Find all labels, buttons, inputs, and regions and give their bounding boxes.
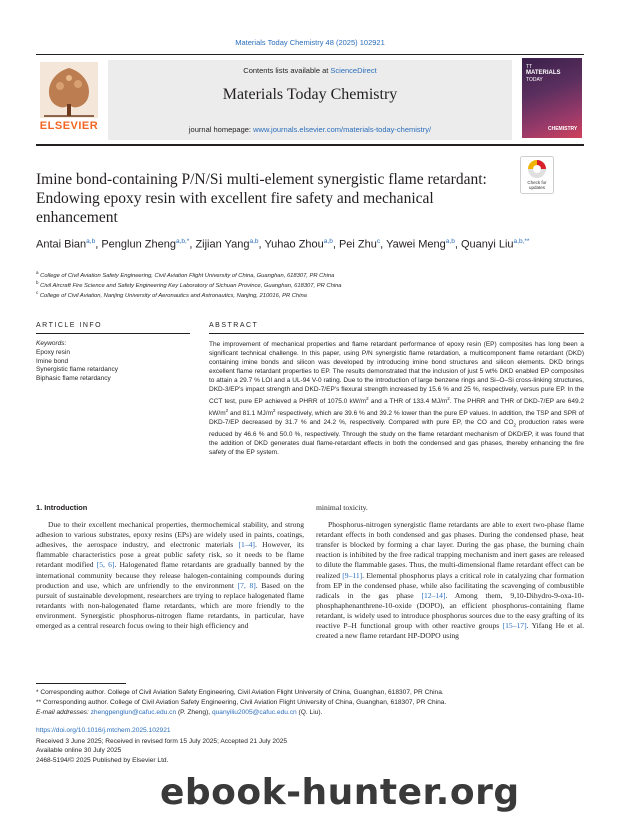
available-online: Available online 30 July 2025 [36,747,122,755]
citation-link[interactable]: [7, 8] [237,580,256,590]
copyright: 2468-5194/© 2025 Published by Elsevier Ltd. [36,756,169,764]
header-top-rule [36,54,584,55]
affiliation-b-sup: b [36,280,39,285]
journal-reference[interactable]: Materials Today Chemistry 48 (2025) 102921 [235,38,385,47]
article-info-heading: ARTICLE INFO [36,322,103,329]
homepage-prefix: journal homepage: [188,125,254,134]
citation-link[interactable]: [12–14] [421,590,446,600]
author-list [36,234,536,253]
affiliation-a [36,270,334,279]
cover-line-3: TODAY [526,77,543,83]
citation-link[interactable]: [15–17] [502,621,527,631]
abstract-part: The improvement of mechanical properties and flame retardant performance of epoxy resin (EP) composites has long been a significant technical challenge. In this paper, using P/N synergistic flame retardation, a multicomponent flame retardant (DKD) containing imine bonds and silicon was developed by introducing imine bond structures and silicon elements. DKD brings excellent flame retardant properties to EP. The results demonstrated that the inclusion of just 5 wt% DKD enabled EP composites to attain a 29.7 % LOI and a UL-94 V-0 rating. Due to the introduction of large benzene rings and Si–O–Si cross-linking structures, DKD-3/EP’s impact strength and DKD-7/EP’s flexural strength increased by 15.6 % and 25 %, respectively, versus pure EP. In the CCT test, pure EP achieved a PHRR of 1075.0 kW/m [209,341,584,406]
footnote-corresponding-2: ** Corresponding author. College of Civil Aviation Safety Engineering, Civil Aviation Flight University of China, Guanghan, 618307, PR China. [36,699,447,706]
abstract-sup: 2 [447,396,450,401]
contents-line [108,66,512,75]
journal-title: Materials Today Chemistry [222,86,398,103]
author-name[interactable]: Zijian Yang [195,238,250,251]
footnote-emails [36,708,596,717]
author-name[interactable]: Pei Zhu [338,238,377,251]
affiliation-b-text: Civil Aircraft Fire Science and Safety Engineering Key Laboratory of Sichuan Province, Guanghan, 618307, PR China [40,282,342,289]
sciencedirect-link[interactable]: ScienceDirect [330,66,377,75]
author-name[interactable]: Antai Bian [36,238,87,251]
cover-line-1: TT [526,64,533,70]
affiliation-a-text: College of Civil Aviation Safety Engineering, Civil Aviation Flight University of China, Guanghan, 618307, PR China [40,272,335,279]
citation-link[interactable]: [9–11] [342,570,363,580]
text-run: . Among them, 9,10-Dihydro-9-oxa-10-phosphaphenanthrene-10-oxide (DOPO), an efficient phosphorus-containing flame retardant, is widely used to introduce phosphorus sources due to the easy grafting of its reactive P–H functional group with other reactive groups [316,590,585,631]
keywords-block [36,340,186,384]
body-column-right [316,503,584,641]
footnote-rule [36,683,126,684]
text-run: . Based on the pursuit of sustainable development, researchers are trying to replace halogenated flame retardants with non-halogenated flame retardants, which are more friendly to the environment. Synergistic phosphorus-nitrogen flame retardants, in particular, have emerged as a central research focus owing to their high efficiency and [36,580,304,631]
text-run: . Halogenated flame retardants are gradually banned by the international community because they release halogen-containing compounds during production and use, which are unfriendly to the environment [36,560,304,590]
keyword-item[interactable]: Synergistic flame retardancy [36,366,119,374]
abstract-sup: 2 [366,396,369,401]
check-for-updates-icon[interactable] [520,156,554,194]
cover-line-2: MATERIALS [526,70,561,76]
article-info-rule [36,333,190,334]
author-affiliation-sup[interactable]: a,b [323,238,333,245]
citation-link[interactable]: [5, 6] [96,560,115,570]
author-separator: , [380,238,387,251]
text-run: . Elemental phosphorus plays a critical role in catalyzing char formation from EP in the condensed phase, while also facilitating the scavenging of combustible radicals in the gas phase [316,570,584,600]
abstract-part: and a THR of 133.4 MJ/m [368,398,448,406]
author-name[interactable]: Yuhao Zhou [264,238,324,251]
author-separator: , [332,238,339,251]
keyword-item[interactable]: Epoxy resin [36,348,70,356]
email-owner: (P. Zheng), [176,709,212,716]
email-label: E-mail addresses: [36,709,91,716]
keywords-label: Keywords: [36,340,67,347]
cover-line-4: CHEMISTRY [548,126,578,132]
text-run: Phosphorus-nitrogen synergistic flame retardants are able to exert two-phase flame retardant effects in both condensed and gas phases. During the condensed phase, heat transfer is blocked by forming a char layer. During the gas phase, the burning chain reaction is inhibited by the free radical trapping mechanism and inert gases are released to dilute the flammable gases. Thus, the multi-dimensional flame retardant effect can be realized [316,520,584,580]
author-affiliation-sup[interactable]: a,b,** [513,238,530,245]
journal-homepage [108,125,512,134]
elsevier-logo-text: ELSEVIER [39,120,99,132]
text-run: . However, its flammable characteristics pose a great public safety risk, so it needs to be flame retardant modified [36,540,304,570]
email-link-liu[interactable]: quanyiliu2005@cafuc.edu.cn [211,709,297,716]
author-separator: , [258,238,265,251]
author-separator: , [454,238,461,251]
abstract-rule [209,333,584,334]
affiliation-a-sup: a [36,270,39,275]
abstract-text [209,340,584,457]
doi-link[interactable]: https://doi.org/10.1016/j.mtchem.2025.102921 [36,727,171,734]
abstract-part: and 81.1 MJ/m [228,410,274,418]
header-bottom-rule [36,144,584,146]
author-name[interactable]: Penglun Zheng [101,238,176,251]
author-affiliation-sup[interactable]: a,b [445,238,455,245]
author-affiliation-sup[interactable]: a,b [249,238,259,245]
abstract-heading: ABSTRACT [209,322,259,329]
abstract-part: production rates were reduced by 46.6 % and 50.0 %, respectively. Through the study on the flame retardant mechanism of DKD/EP, it was found that the addition of DKD generates dual flame-retardant effects in both the condensed and gas phases, thereby enhancing the fire safety of the EP system. [209,419,584,456]
text-run: . Yifang He et al. created a new flame retardant HP-DOPO using [316,621,584,641]
homepage-link[interactable]: www.journals.elsevier.com/materials-today-chemistry/ [253,125,432,134]
author-separator: , [189,238,196,251]
affiliation-c [36,290,307,299]
affiliation-c-text: College of Civil Aviation, Nanjing University of Aeronautics and Astronautics, Nanjing, 210016, PR China [39,292,307,299]
citation-link[interactable]: [1–4] [238,540,255,550]
author-name[interactable]: Quanyi Liu [460,238,514,251]
author-affiliation-sup[interactable]: a,b [86,238,96,245]
body-column-left [36,503,304,631]
abstract-sup: 2 [225,408,229,414]
abstract-part: . The PHRR and THR of DKD-7/EP are 649.2 kW/m [209,398,584,418]
author-name[interactable]: Yawei Meng [386,238,446,251]
keyword-item[interactable]: Biphasic flame retardancy [36,375,111,383]
text-run: Due to their excellent mechanical properties, thermochemical stability, and strong adhesion to various substrates, epoxy resins (EPs) are widely used in paints, coatings, adhesives, the aerospace industry, and electronic materials [36,520,304,550]
footnote-corresponding-1: * Corresponding author. College of Civil Aviation Safety Engineering, Civil Aviation Flight University of China, Guanghan, 618307, PR China. [36,689,444,696]
received-dates: Received 3 June 2025; Received in revised form 15 July 2025; Accepted 21 July 2025 [36,738,288,745]
intro-paragraph-2 [316,520,584,641]
email-link-zheng[interactable]: zhengpenglun@cafuc.edu.cn [90,709,177,716]
email-owner: (Q. Liu). [296,709,323,716]
abstract-part: respectively, which are 39.6 % and 39.2 % lower than the pure EP values. In addition, the TSP and SPR of DKD-7/EP decreased by 31.7 % and 24.2 %, respectively. Compared with pure EP, the CO and CO [209,410,584,427]
introduction-heading: 1. Introduction [36,503,88,512]
article-dates [36,737,287,765]
affiliation-b [36,280,342,289]
intro-paragraph-1-cont: minimal toxicity. [316,503,368,512]
keyword-item[interactable]: Imine bond [36,357,69,365]
author-affiliation-sup[interactable]: a,b,* [175,238,190,245]
abstract-sub: 2 [513,422,517,428]
affiliation-c-sup: c [36,290,39,295]
article-title: Imine bond-containing P/N/Si multi-element synergistic flame retardant: Endowing epoxy resin with excellent fire safety and mechanical enhancement [36,171,487,226]
intro-paragraph-1 [36,520,304,631]
watermark-text: ebook-hunter.org [160,772,520,813]
author-separator: , [95,238,102,251]
check-for-updates-label: Check for updates [527,180,547,190]
author-affiliation-sup[interactable]: c [376,238,381,245]
abstract-sup: 2 [273,408,276,414]
contents-prefix: Contents lists available at [243,66,331,75]
